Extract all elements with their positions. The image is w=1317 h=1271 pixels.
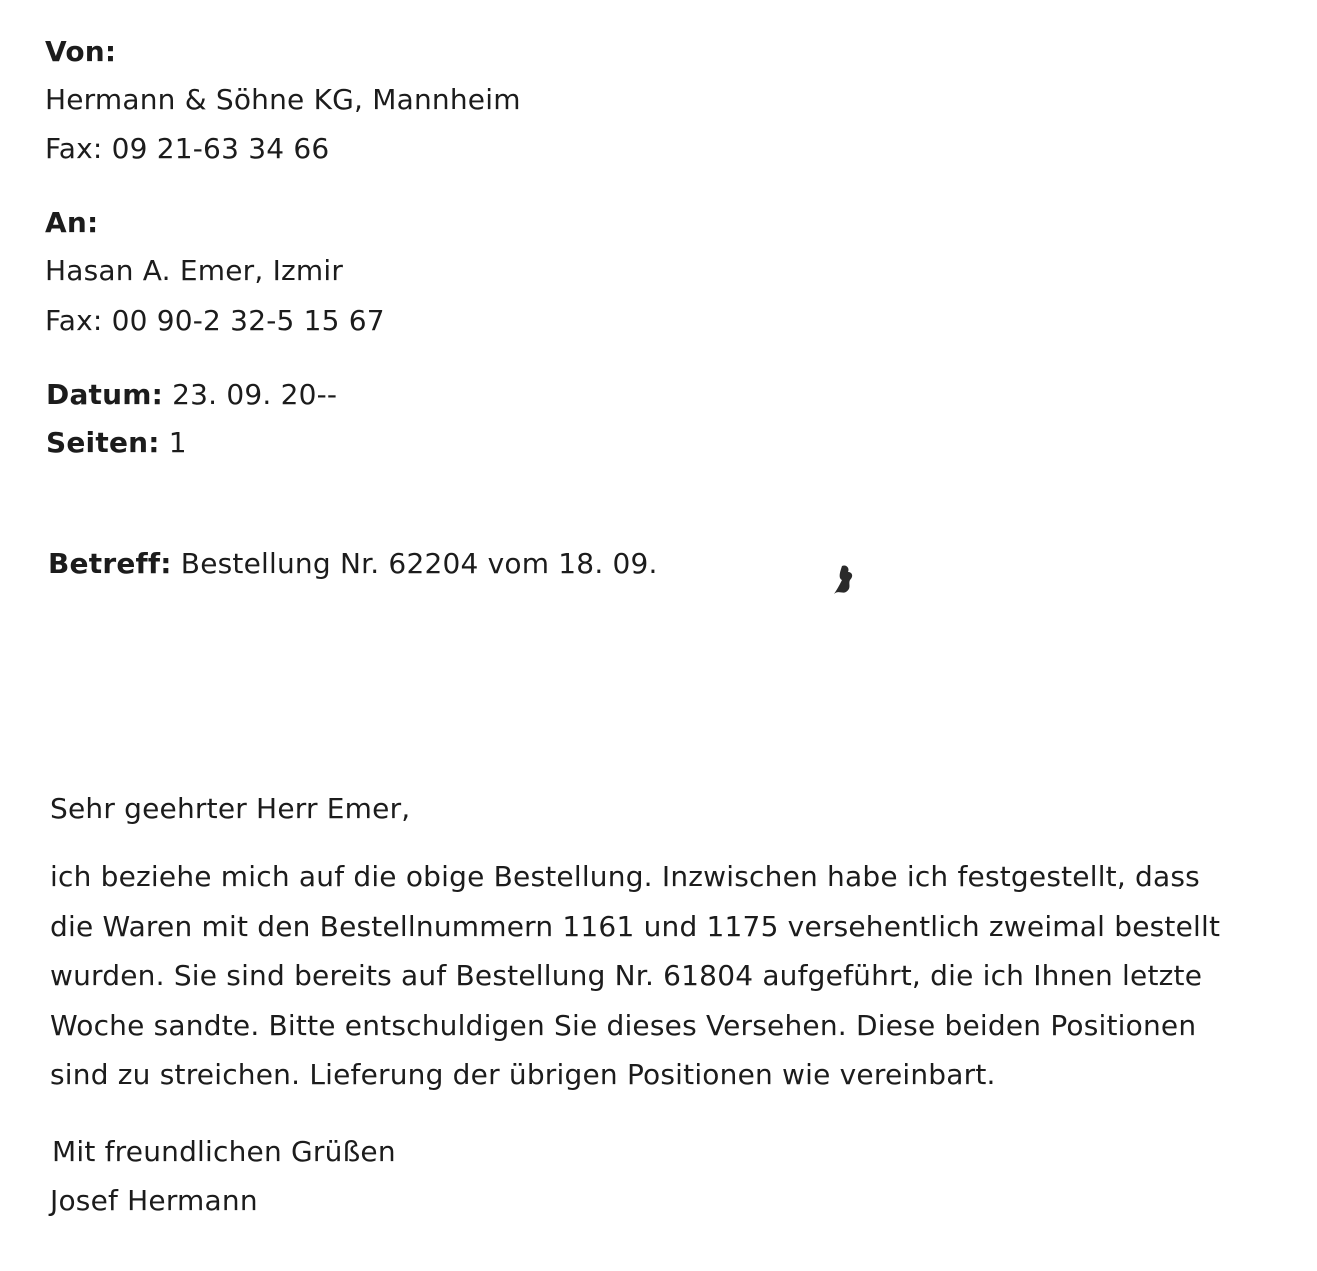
body-line: sind zu streichen. Lieferung der übrigen Positionen wie vereinbart. <box>50 1058 996 1091</box>
to-fax: Fax: 00 90-2 32-5 15 67 <box>45 304 385 337</box>
from-fax: Fax: 09 21-63 34 66 <box>45 132 330 165</box>
pages-label: Seiten: <box>46 426 160 459</box>
pages-line <box>46 418 187 468</box>
body-line: ich beziehe mich auf die obige Bestellung. Inzwischen habe ich festgestellt, dass <box>50 860 1200 893</box>
subject-label: Betreff: <box>48 547 172 580</box>
from-label: Von: <box>45 35 117 68</box>
from-name: Hermann & Söhne KG, Mannheim <box>45 83 521 116</box>
subject-line <box>48 539 658 589</box>
pages-value: 1 <box>168 426 187 459</box>
to-label: An: <box>45 206 99 239</box>
body-line: Woche sandte. Bitte entschuldigen Sie dieses Versehen. Diese beiden Positionen <box>50 1008 1197 1042</box>
subject-value: Bestellung Nr. 62204 vom 18. 09. <box>180 547 658 580</box>
date-line <box>46 370 337 420</box>
date-value: 23. 09. 20-- <box>172 378 338 411</box>
body-line: wurden. Sie sind bereits auf Bestellung Nr. 61804 aufgeführt, die ich Ihnen letzte <box>50 959 1203 992</box>
body-line: die Waren mit den Bestellnummern 1161 und 1175 versehentlich zweimal bestellt <box>50 909 1221 943</box>
to-name: Hasan A. Emer, Izmir <box>45 254 344 287</box>
scan-speck-mark <box>828 560 868 600</box>
date-label: Datum: <box>46 378 164 411</box>
letter-body <box>50 852 1280 1100</box>
salutation: Sehr geehrter Herr Emer, <box>50 792 411 825</box>
closing: Mit freundlichen Grüßen <box>52 1135 396 1168</box>
signature: Josef Hermann <box>50 1184 258 1217</box>
